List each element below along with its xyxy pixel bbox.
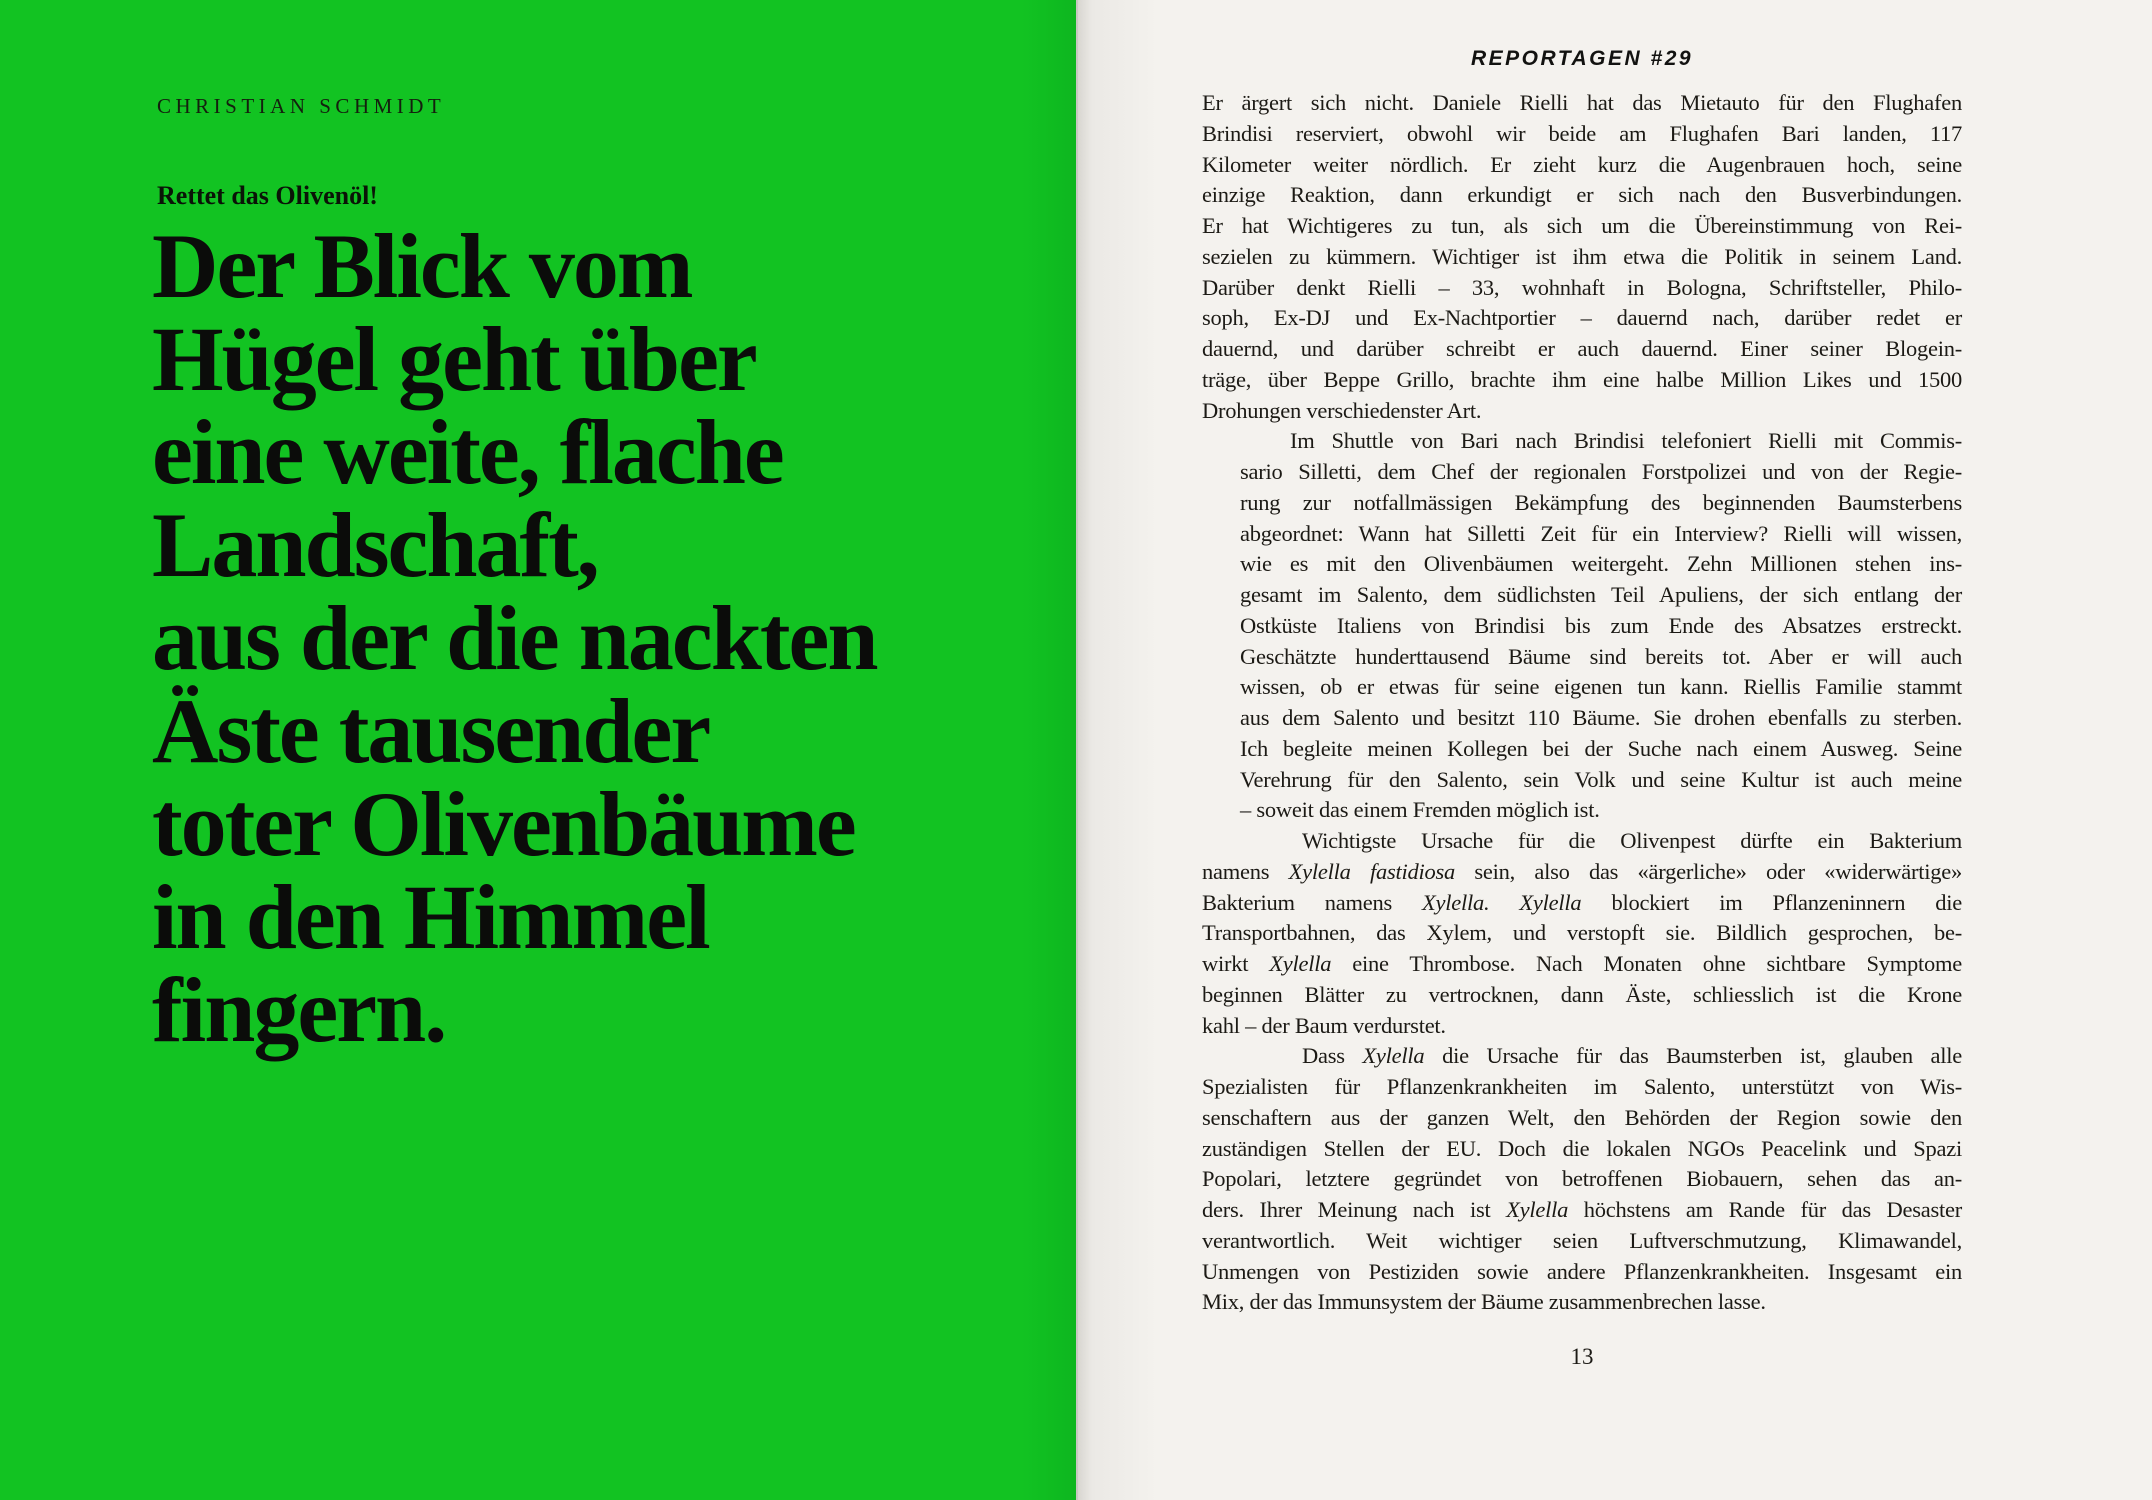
text-line: Geschätzte hunderttausend Bäume sind bereits tot. Aber er will auch	[1240, 643, 1962, 669]
text-line: Transportbahnen, das Xylem, und verstopft sie. Bildlich gesprochen, be-	[1202, 920, 1962, 946]
text-line: dauernd, und darüber schreibt er auch dauernd. Einer seiner Blogein-	[1202, 336, 1962, 361]
text-line: wirkt Xylella eine Thrombose. Nach Monaten ohne sichtbare Symptome	[1202, 951, 1963, 976]
article-body	[1202, 88, 1962, 1318]
text-line: träge, über Beppe Grillo, brachte ihm eine halbe Million Likes und 1500	[1202, 366, 1962, 392]
page-number: 13	[1570, 1344, 1594, 1369]
text-line: kahl – der Baum verdurstet.	[1202, 1012, 1446, 1038]
text-line: Kilometer weiter nördlich. Er zieht kurz die Augenbrauen hoch, seine	[1202, 151, 1962, 177]
headline	[152, 215, 877, 1061]
author-byline: CHRISTIAN SCHMIDT	[157, 94, 446, 118]
text-line: Er ärgert sich nicht. Daniele Rielli hat das Mietauto für den Flughafen	[1202, 90, 1962, 115]
text-line: sario Silletti, dem Chef der regionalen Forstpolizei und von der Regie-	[1240, 459, 1962, 484]
headline-line: Äste tausender	[152, 680, 710, 782]
text-line: Drohungen verschiedenster Art.	[1202, 397, 1482, 423]
text-line: sezielen zu kümmern. Wichtiger ist ihm etwa die Politik in seinem Land.	[1202, 243, 1962, 269]
text-line: wissen, ob er etwas für seine eigenen tun kann. Riellis Familie stammt	[1240, 674, 1962, 700]
text-line: Wichtigste Ursache für die Olivenpest dürfte ein Bakterium	[1302, 828, 1962, 853]
text-line: rung zur notfallmässigen Bekämpfung des beginnenden Baumsterbens	[1240, 489, 1962, 515]
headline-line: aus der die nackten	[152, 587, 877, 689]
text-line: Ostküste Italiens von Brindisi bis zum Ende des Absatzes erstreckt.	[1240, 612, 1962, 638]
paragraph	[1202, 88, 1962, 426]
text-line: Er hat Wichtigeres zu tun, als sich um die Übereinstimmung von Rei-	[1202, 213, 1962, 238]
headline-line: in den Himmel	[152, 866, 709, 968]
text-line: senschaftern aus der ganzen Welt, den Behörden der Region sowie den	[1202, 1104, 1962, 1130]
running-head: REPORTAGEN #29	[1470, 47, 1694, 70]
headline-line: fingern.	[152, 959, 446, 1061]
headline-line: toter Olivenbäume	[152, 773, 855, 875]
text-line: ders. Ihrer Meinung nach ist Xylella höchstens am Rande für das Desaster	[1202, 1197, 1962, 1222]
text-line: verantwortlich. Weit wichtiger seien Luftverschmutzung, Klimawandel,	[1202, 1227, 1962, 1253]
paragraph	[1202, 826, 1962, 1041]
text-line: namens Xylella fastidiosa sein, also das «ärgerliche» oder «widerwärtige»	[1202, 858, 1962, 884]
text-line: zuständigen Stellen der EU. Doch die lokalen NGOs Peacelink und Spazi	[1202, 1135, 1962, 1161]
text-line: – soweit das einem Fremden möglich ist.	[1240, 797, 1600, 823]
text-line: Spezialisten für Pflanzenkrankheiten im Salento, unterstützt von Wis-	[1202, 1074, 1962, 1099]
text-line: Bakterium namens Xylella. Xylella blockiert im Pflanzeninnern die	[1202, 889, 1962, 915]
paragraph	[1202, 1041, 1962, 1318]
text-line: Unmengen von Pestiziden sowie andere Pflanzenkrankheiten. Insgesamt ein	[1202, 1258, 1962, 1284]
paragraph	[1240, 426, 1962, 826]
text-line: Verehrung für den Salento, sein Volk und seine Kultur ist auch meine	[1240, 766, 1962, 792]
text-line: Im Shuttle von Bari nach Brindisi telefoniert Rielli mit Commis-	[1290, 428, 1962, 454]
text-line: soph, Ex-DJ und Ex-Nachtportier – dauernd nach, darüber redet er	[1202, 305, 1962, 331]
text-line: Darüber denkt Rielli – 33, wohnhaft in Bologna, Schriftsteller, Philo-	[1202, 274, 1962, 300]
text-line: Ich begleite meinen Kollegen bei der Suche nach einem Ausweg. Seine	[1240, 735, 1962, 761]
text-line: wie es mit den Olivenbäumen weitergeht. Zehn Millionen stehen ins-	[1240, 551, 1962, 577]
headline-line: Hügel geht über	[152, 308, 756, 410]
text-line: einzige Reaktion, dann erkundigt er sich nach den Busverbindungen.	[1202, 182, 1962, 208]
text-line: gesamt im Salento, dem südlichsten Teil Apuliens, der sich entlang der	[1240, 582, 1962, 607]
right-page	[1076, 0, 2152, 1500]
text-line: Dass Xylella die Ursache für das Baumsterben ist, glauben alle	[1302, 1043, 1962, 1069]
text-line: Mix, der das Immunsystem der Bäume zusammenbrechen lasse.	[1202, 1289, 1766, 1315]
text-line: Brindisi reserviert, obwohl wir beide am Flughafen Bari landen, 117	[1202, 120, 1962, 146]
headline-line: Der Blick vom	[152, 215, 692, 317]
headline-line: Landschaft,	[152, 494, 598, 596]
text-line: beginnen Blätter zu vertrocknen, dann Äste, schliesslich ist die Krone	[1202, 981, 1962, 1007]
text-line: Popolari, letztere gegründet von betroffenen Biobauern, sehen das an-	[1202, 1166, 1962, 1192]
headline-line: eine weite, flache	[152, 401, 783, 503]
kicker: Rettet das Olivenöl!	[157, 181, 378, 210]
text-line: aus dem Salento und besitzt 110 Bäume. Sie drohen ebenfalls zu sterben.	[1240, 705, 1962, 730]
text-line: abgeordnet: Wann hat Silletti Zeit für ein Interview? Rielli will wissen,	[1240, 520, 1962, 546]
